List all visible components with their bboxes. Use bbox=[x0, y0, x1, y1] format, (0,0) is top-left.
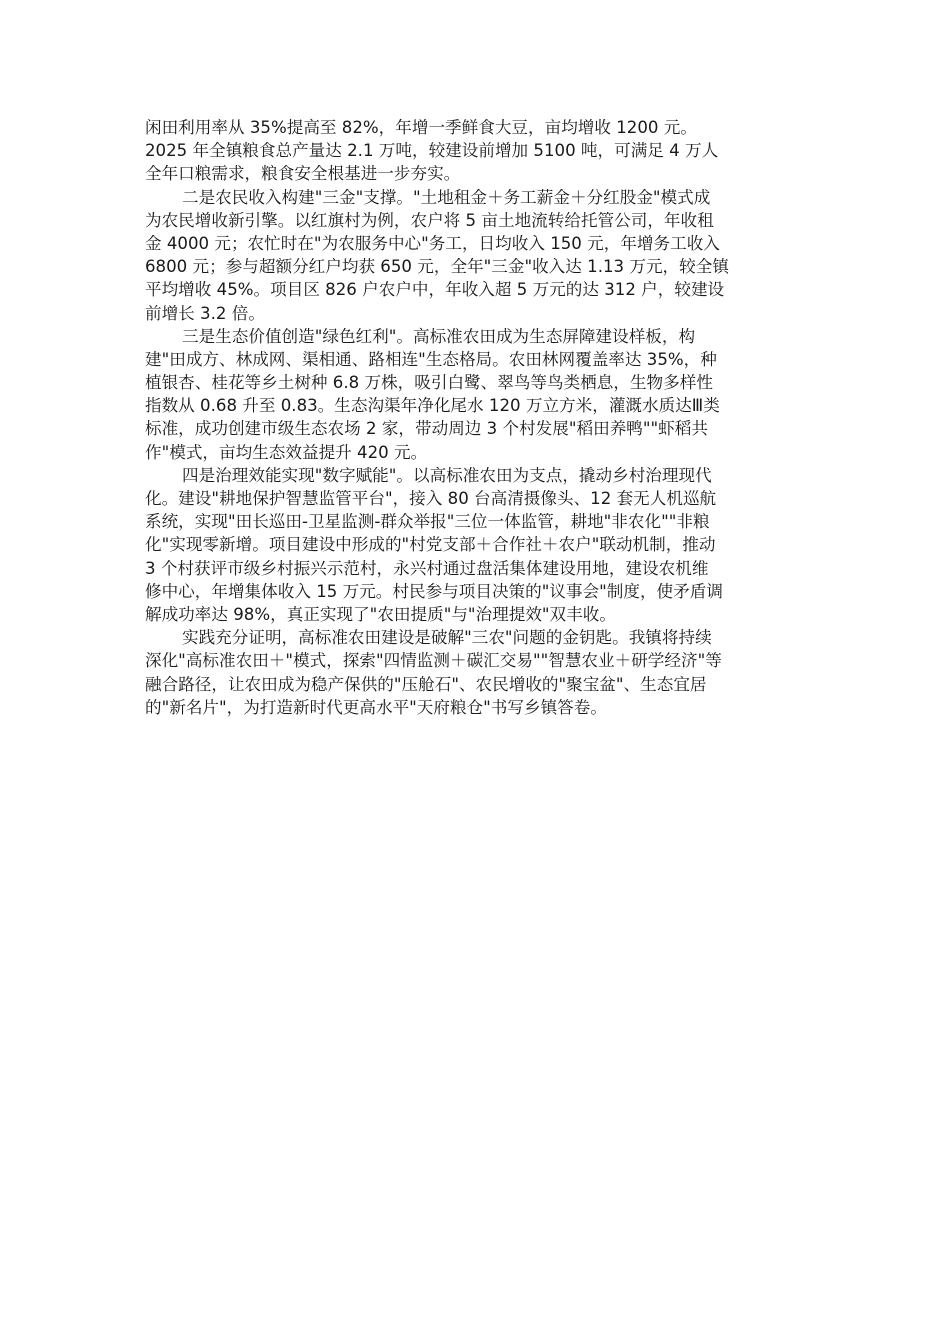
text-line: 前增长 3.2 倍。 bbox=[145, 303, 265, 323]
text-line: 金 4000 元；农忙时在"为农服务中心"务工，日均收入 150 元，年增务工收入 bbox=[145, 233, 720, 253]
paragraph-first-line: 四是治理效能实现"数字赋能"。以高标准农田为支点，撬动乡村治理现代 bbox=[182, 465, 712, 485]
text-line: 指数从 0.68 升至 0.83。生态沟渠年净化尾水 120 万立方米，灌溉水质达Ⅲ类 bbox=[145, 396, 720, 416]
text-line: 建"田成方、林成网、渠相通、路相连"生态格局。农田林网覆盖率达 35%，种 bbox=[145, 349, 717, 369]
paragraph-first-line: 二是农民收入构建"三金"支撑。"土地租金＋务工薪金＋分红股金"模式成 bbox=[182, 187, 711, 207]
text-line: 作"模式，亩均生态效益提升 420 元。 bbox=[145, 442, 428, 462]
text-line: 全年口粮需求，粮食安全根基进一步夯实。 bbox=[145, 164, 461, 184]
text-line: 化。建设"耕地保护智慧监管平台"，接入 80 台高清摄像头、12 套无人机巡航 bbox=[145, 489, 717, 508]
text-line: 3 个村获评市级乡村振兴示范村，永兴村通过盘活集体建设用地，建设农机维 bbox=[145, 558, 709, 578]
text-line: 化"实现零新增。项目建设中形成的"村党支部＋合作社＋农户"联动机制，推动 bbox=[145, 535, 716, 555]
text-line: 融合路径，让农田成为稳产保供的"压舱石"、农民增收的"聚宝盆"、生态宜居 bbox=[145, 674, 707, 694]
text-line: 修中心，年增集体收入 15 万元。村民参与项目决策的"议事会"制度，使矛盾调 bbox=[145, 581, 723, 601]
text-line: 为农民增收新引擎。以红旗村为例，农户将 5 亩土地流转给托管公司，年收租 bbox=[145, 210, 714, 230]
text-line: 闲田利用率从 35%提高至 82%，年增一季鲜食大豆，亩均增收 1200 元。 bbox=[145, 118, 697, 137]
text-line: 平均增收 45%。项目区 826 户农户中，年收入超 5 万元的达 312 户，较建设 bbox=[145, 280, 725, 300]
text-line: 6800 元；参与超额分红户均获 650 元，全年"三金"收入达 1.13 万元，较全镇 bbox=[145, 257, 729, 277]
body-text bbox=[145, 116, 811, 719]
text-line: 的"新名片"，为打造新时代更高水平"天府粮仓"书写乡镇答卷。 bbox=[145, 697, 607, 717]
text-line: 标准，成功创建市级生态农场 2 家，带动周边 3 个村发展"稻田养鸭""虾稻共 bbox=[145, 419, 708, 439]
paragraph-first-line: 三是生态价值创造"绿色红利"。高标准农田成为生态屏障建设样板，构 bbox=[182, 326, 696, 346]
text-line: 解成功率达 98%，真正实现了"农田提质"与"治理提效"双丰收。 bbox=[145, 604, 616, 624]
text-line: 深化"高标准农田＋"模式，探索"四情监测＋碳汇交易""智慧农业＋研学经济"等 bbox=[145, 651, 722, 671]
paragraph-first-line: 实践充分证明，高标准农田建设是破解"三农"问题的金钥匙。我镇将持续 bbox=[182, 628, 712, 648]
text-line: 系统，实现"田长巡田-卫星监测-群众举报"三位一体监管，耕地"非农化""非粮 bbox=[145, 512, 710, 532]
text-line: 2025 年全镇粮食总产量达 2.1 万吨，较建设前增加 5100 吨，可满足 4 万人 bbox=[145, 141, 719, 161]
text-line: 植银杏、桂花等乡土树种 6.8 万株，吸引白鹭、翠鸟等鸟类栖息，生物多样性 bbox=[145, 373, 713, 393]
